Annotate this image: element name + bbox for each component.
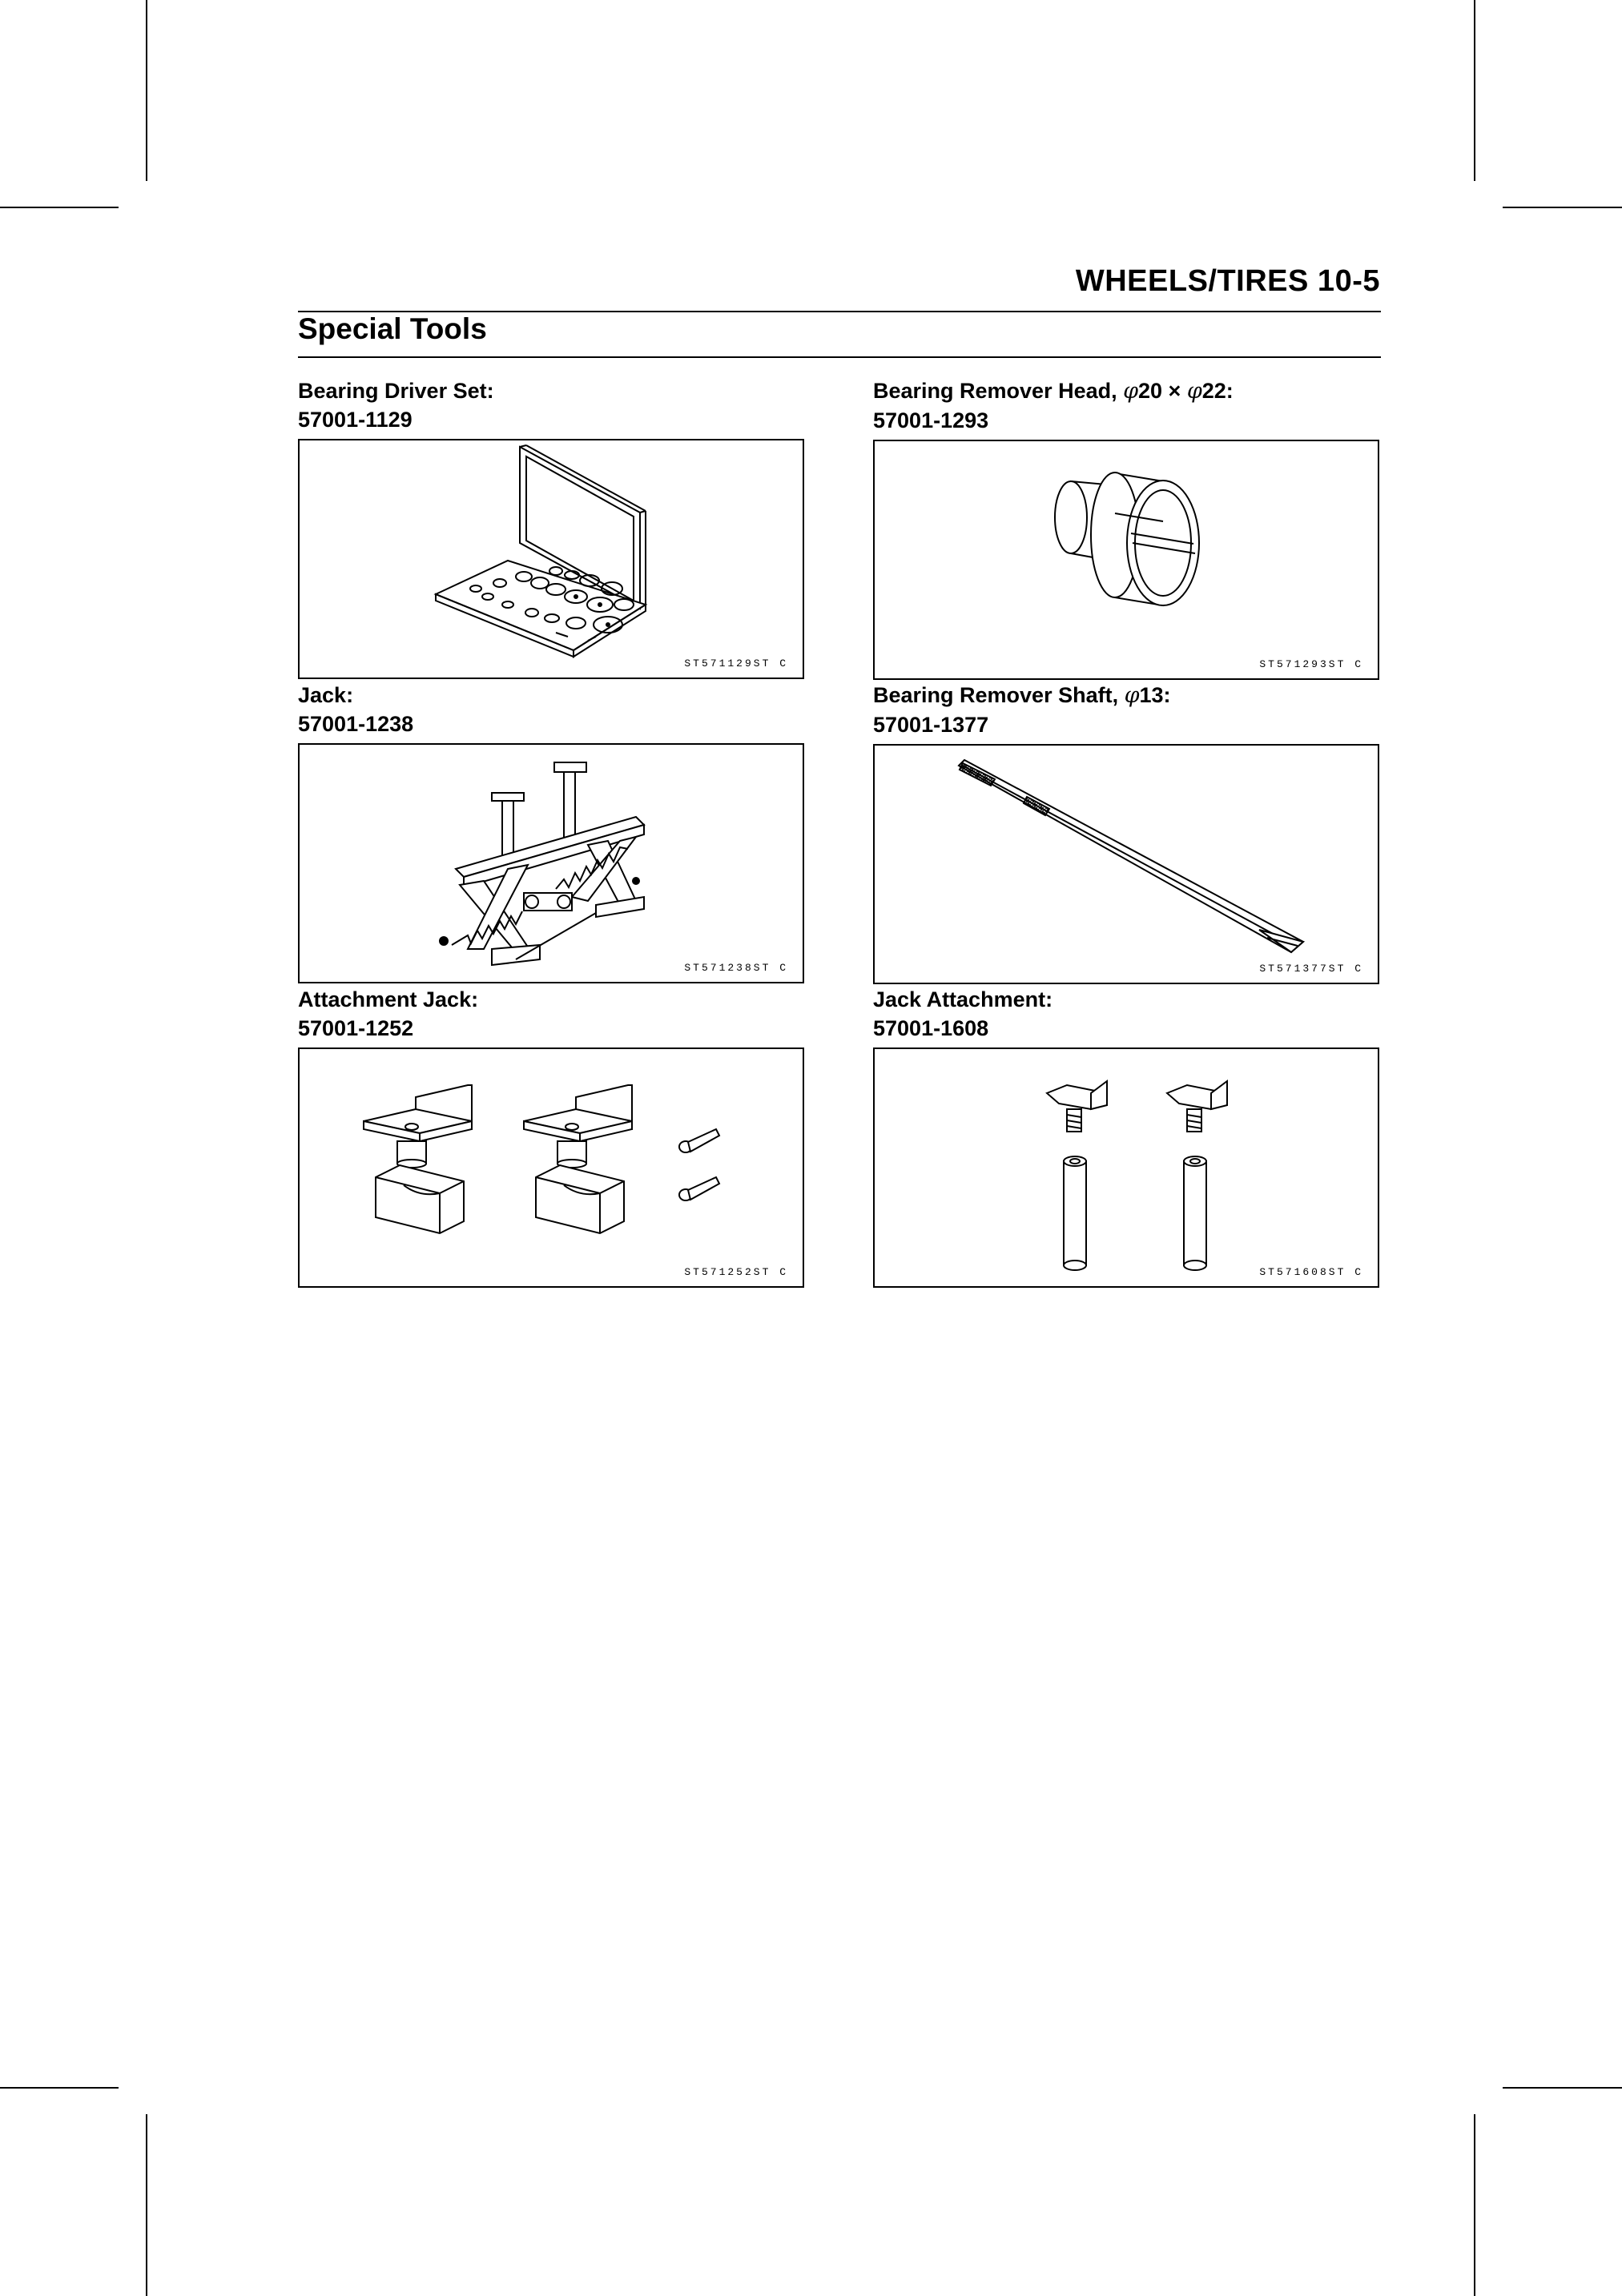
tool-illustration-frame xyxy=(873,1047,1379,1288)
image-code: ST571293ST C xyxy=(1259,658,1363,670)
crop-mark xyxy=(146,2114,147,2296)
tool-part-number: 57001-1377 xyxy=(873,713,989,737)
tool-jack xyxy=(298,681,804,983)
jack-icon xyxy=(300,745,803,982)
section-rule xyxy=(298,356,1381,358)
bearing-driver-set-icon xyxy=(300,440,803,678)
attachment-jack-icon xyxy=(300,1049,803,1286)
crop-mark xyxy=(1503,2087,1622,2089)
image-code: ST571377ST C xyxy=(1259,963,1363,975)
tool-part-number: 57001-1252 xyxy=(298,1016,414,1040)
bearing-remover-shaft-icon xyxy=(875,746,1378,983)
image-code: ST571238ST C xyxy=(684,962,788,974)
tool-name: Jack Attachment: xyxy=(873,987,1053,1011)
image-code: ST571129ST C xyxy=(684,657,788,669)
tool-name: Attachment Jack: xyxy=(298,987,479,1011)
image-code: ST571608ST C xyxy=(1259,1266,1363,1278)
tool-name: Bearing Remover Head, φ20 × φ22: xyxy=(873,379,1234,404)
tool-illustration-frame xyxy=(873,440,1379,680)
tool-part-number: 57001-1608 xyxy=(873,1016,989,1040)
tool-illustration-frame xyxy=(298,1047,804,1288)
crop-mark xyxy=(1474,0,1475,181)
tool-illustration-frame xyxy=(298,439,804,679)
tool-part-number: 57001-1129 xyxy=(298,408,413,432)
page-header-title: WHEELS/TIRES 10-5 xyxy=(1075,264,1380,298)
tool-jack-attachment xyxy=(873,985,1379,1288)
tool-name: Jack: xyxy=(298,683,354,707)
bearing-remover-head-icon xyxy=(875,441,1378,678)
crop-mark xyxy=(146,0,147,181)
tool-bearing-remover-head xyxy=(873,376,1379,680)
image-code: ST571252ST C xyxy=(684,1266,788,1278)
tool-part-number: 57001-1238 xyxy=(298,712,414,736)
tool-bearing-remover-shaft xyxy=(873,681,1379,984)
jack-attachment-icon xyxy=(875,1049,1378,1286)
crop-mark xyxy=(1503,207,1622,208)
crop-mark xyxy=(1474,2114,1475,2296)
tool-illustration-frame xyxy=(873,744,1379,984)
tool-illustration-frame xyxy=(298,743,804,983)
tool-attachment-jack xyxy=(298,985,804,1288)
tool-bearing-driver-set xyxy=(298,376,804,679)
tool-name: Bearing Remover Shaft, φ13: xyxy=(873,683,1171,708)
crop-mark xyxy=(0,207,119,208)
tool-part-number: 57001-1293 xyxy=(873,408,989,432)
tool-name: Bearing Driver Set: xyxy=(298,379,494,403)
section-title: Special Tools xyxy=(298,312,487,345)
crop-mark xyxy=(0,2087,119,2089)
